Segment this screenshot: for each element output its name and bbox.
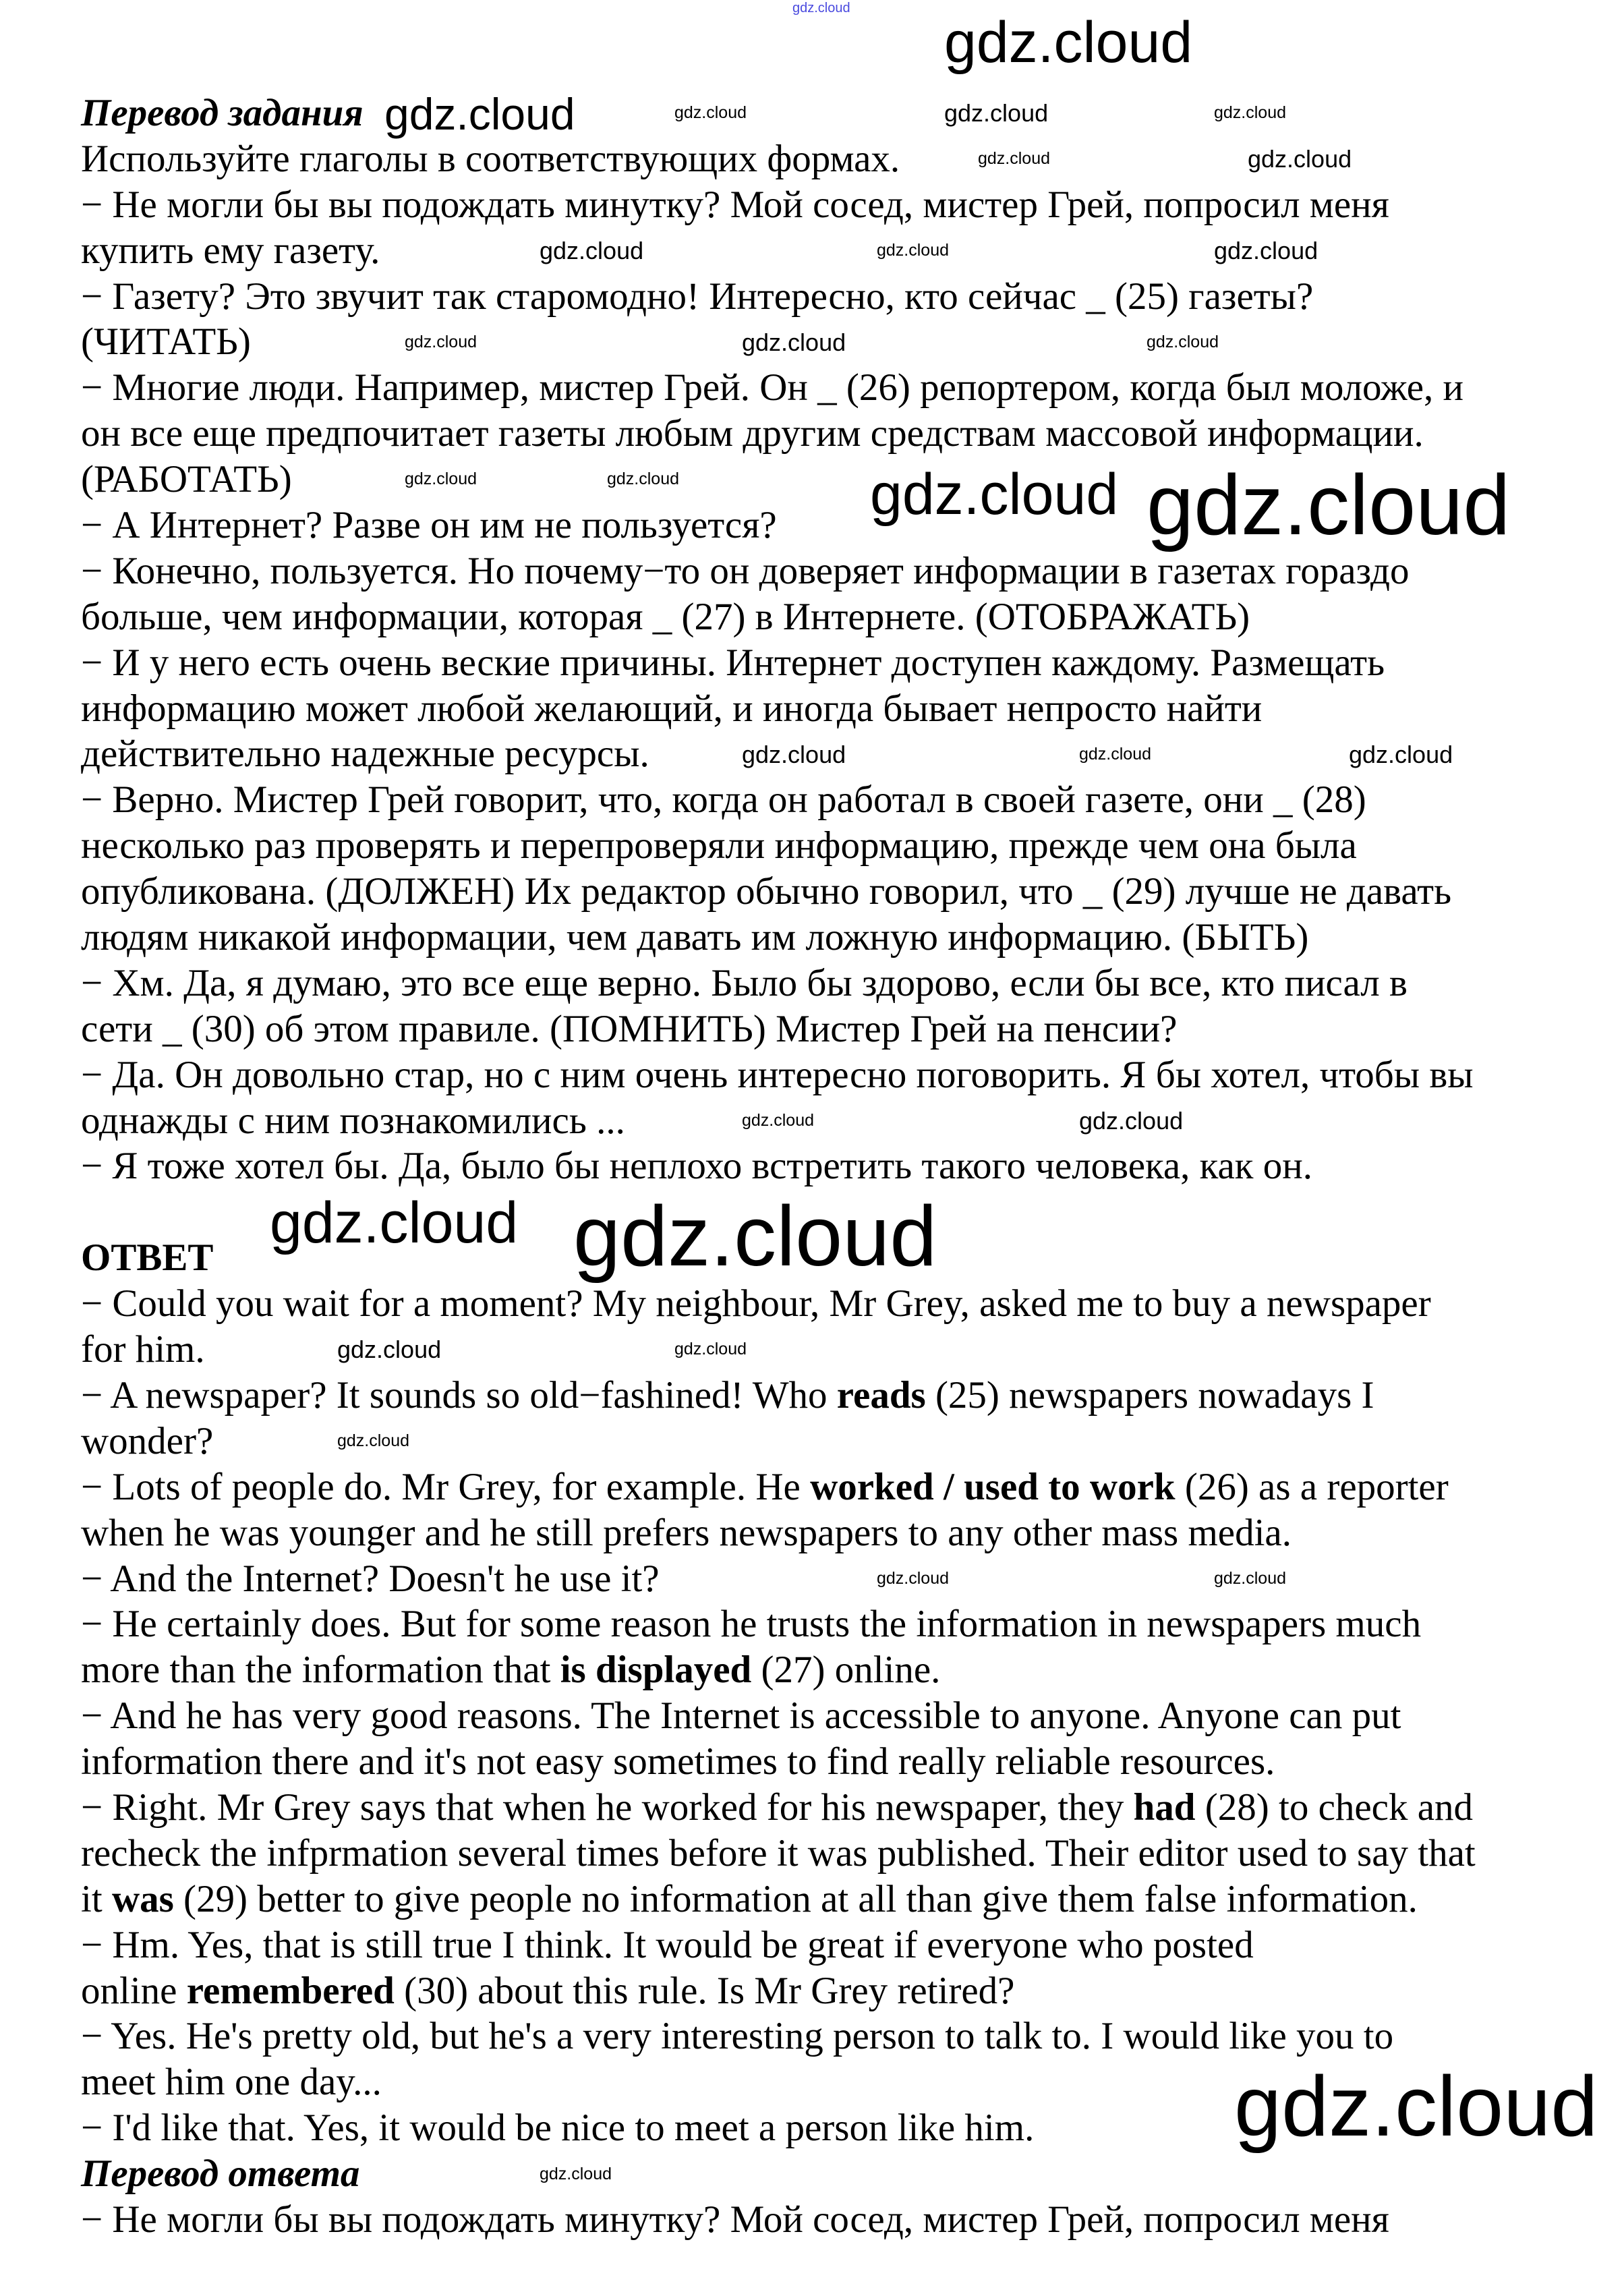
watermark: gdz.cloud (384, 89, 575, 139)
task-translation-text (81, 136, 1585, 1189)
watermark: gdz.cloud (792, 1, 850, 16)
watermark: gdz.cloud (944, 10, 1193, 75)
text-line: он все еще предпочитает газеты любым другим средствам массовой информации. (81, 412, 1424, 455)
watermark: gdz.cloud (877, 1569, 950, 1588)
watermark: gdz.cloud (1147, 457, 1511, 552)
text-line: людям никакой информации, чем давать им ложную информацию. (БЫТЬ) (81, 916, 1309, 959)
answer-line (81, 1877, 1585, 1922)
watermark: gdz.cloud (1349, 741, 1453, 768)
text-line: информацию может любой желающий, и иногда бывает непросто найти (81, 687, 1263, 730)
text-line: − А Интернет? Разве он им не пользуется? (81, 504, 777, 547)
watermark: gdz.cloud (674, 103, 747, 122)
text-line: − Да. Он довольно стар, но с ним очень интересно поговорить. Я бы хотел, чтобы вы (81, 1053, 1474, 1096)
document-body (81, 90, 1585, 2243)
answer-line (81, 1968, 1585, 2014)
answer-line (81, 1419, 1585, 1464)
answer-line (81, 1281, 1585, 1327)
text-segment: − And he has very good reasons. The Internet is accessible to anyone. Anyone can put (81, 1694, 1401, 1738)
text-line: (ЧИТАТЬ) (81, 320, 251, 364)
text-line: Используйте глаголы в соответствующих формах. (81, 137, 900, 180)
answer-line (81, 1647, 1585, 1693)
text-line: − И у него есть очень веские причины. Интернет доступен каждому. Размещать (81, 641, 1385, 684)
answer-line (81, 1556, 1585, 1602)
text-line: − Я тоже хотел бы. Да, было бы неплохо встретить такого человека, как он. (81, 1145, 1313, 1188)
answer-verb: remembered (186, 1969, 395, 2012)
watermark: gdz.cloud (270, 1191, 519, 1255)
text-segment: information there and it's not easy sometimes to find really reliable resources. (81, 1740, 1275, 1783)
text-line: опубликована. (ДОЛЖЕН) Их редактор обычно говорил, что _ (29) лучше не давать (81, 870, 1452, 913)
answer-line (81, 1831, 1585, 1877)
answer-verb: worked / used to work (810, 1465, 1176, 1508)
answer-translation-heading: Перевод ответа (81, 2152, 360, 2196)
watermark: gdz.cloud (540, 2165, 612, 2183)
watermark: gdz.cloud (405, 333, 477, 351)
text-line: − Верно. Мистер Грей говорит, что, когда он работал в своей газете, они _ (28) (81, 778, 1366, 822)
watermark: gdz.cloud (742, 741, 846, 768)
answer-verb: is displayed (560, 1649, 752, 1692)
text-segment: − Could you wait for a moment? My neighbour, Mr Grey, asked me to buy a newspaper (81, 1282, 1431, 1325)
watermark: gdz.cloud (405, 469, 477, 488)
watermark: gdz.cloud (1147, 333, 1219, 351)
answer-verb: reads (836, 1373, 926, 1416)
answer-line (81, 1510, 1585, 1556)
watermark: gdz.cloud (1214, 237, 1318, 264)
text-segment: − Lots of people do. Mr Grey, for example. He (81, 1465, 811, 1508)
answer-heading: ОТВЕТ (81, 1236, 214, 1280)
text-line: несколько раз проверять и перепроверяли информацию, прежде чем она была (81, 824, 1357, 867)
text-segment: online (81, 1969, 187, 2012)
watermark: gdz.cloud (1248, 145, 1352, 173)
text-segment: − Yes. He's pretty old, but he's a very interesting person to talk to. I would like you to (81, 2015, 1394, 2058)
watermark: gdz.cloud (1079, 1107, 1184, 1135)
text-line: − Не могли бы вы подождать минутку? Мой сосед, мистер Грей, попросил меня (81, 2198, 1389, 2241)
answer-verb: was (111, 1877, 174, 1920)
text-line: однажды с ним познакомились ... (81, 1099, 625, 1142)
watermark: gdz.cloud (337, 1431, 410, 1450)
watermark: gdz.cloud (607, 469, 680, 488)
text-line: − Конечно, пользуется. Но почему−то он доверяет информации в газетах гораздо (81, 549, 1410, 592)
watermark: gdz.cloud (337, 1336, 442, 1363)
text-segment: more than the information that (81, 1649, 560, 1692)
answer-line (81, 1739, 1585, 1785)
watermark: gdz.cloud (978, 149, 1051, 168)
text-segment: − I'd like that. Yes, it would be nice to meet a person like him. (81, 2107, 1035, 2150)
watermark: gdz.cloud (1214, 1569, 1287, 1588)
watermark: gdz.cloud (742, 328, 846, 356)
watermark: gdz.cloud (573, 1189, 937, 1284)
answer-line (81, 1922, 1585, 1968)
text-segment: − He certainly does. But for some reason he trusts the information in newspapers much (81, 1603, 1422, 1646)
text-line: − Многие люди. Например, мистер Грей. Он _ (26) репортером, когда был моложе, и (81, 366, 1464, 409)
watermark: gdz.cloud (674, 1340, 747, 1358)
watermark: gdz.cloud (1234, 2059, 1598, 2154)
watermark: gdz.cloud (944, 99, 1049, 127)
task-translation-heading: Перевод задания (81, 92, 364, 134)
text-segment: wonder? (81, 1419, 214, 1462)
text-segment: (29) better to give people no information at all than give them false information. (173, 1877, 1418, 1920)
text-line: действительно надежные ресурсы. (81, 733, 649, 776)
text-line: − Хм. Да, я думаю, это все еще верно. Было бы здорово, если бы все, кто писал в (81, 961, 1408, 1004)
text-segment: − Right. Mr Grey says that when he worked for his newspaper, they (81, 1785, 1134, 1829)
text-segment: meet him one day... (81, 2061, 382, 2104)
text-line: сети _ (30) об этом правиле. (ПОМНИТЬ) Мистер Грей на пенсии? (81, 1007, 1178, 1050)
answer-text (81, 1281, 1585, 2151)
answer-line (81, 1327, 1585, 1373)
text-line: больше, чем информации, которая _ (27) в Интернете. (ОТОБРАЖАТЬ) (81, 595, 1250, 638)
text-line: − Газету? Это звучит так старомодно! Интересно, кто сейчас _ (25) газеты? (81, 275, 1314, 318)
text-segment: for him. (81, 1328, 205, 1371)
watermark: gdz.cloud (1214, 103, 1287, 122)
text-line: купить ему газету. (81, 229, 380, 272)
text-segment: when he was younger and he still prefers newspapers to any other mass media. (81, 1511, 1292, 1554)
text-segment: (26) as a reporter (1175, 1465, 1449, 1508)
text-segment: − And the Internet? Doesn't he use it? (81, 1557, 660, 1600)
watermark: gdz.cloud (540, 237, 644, 264)
text-segment: (28) to check and (1195, 1785, 1474, 1829)
answer-line (81, 1373, 1585, 1419)
text-line: − Не могли бы вы подождать минутку? Мой сосед, мистер Грей, попросил меня (81, 183, 1389, 226)
watermark: gdz.cloud (742, 1111, 815, 1130)
answer-verb: had (1133, 1785, 1196, 1829)
answer-line (81, 1693, 1585, 1739)
text-segment: (27) online. (751, 1649, 941, 1692)
answer-line (81, 2013, 1585, 2059)
answer-line (81, 1464, 1585, 1510)
text-segment: − Hm. Yes, that is still true I think. It would be great if everyone who posted (81, 1923, 1254, 1966)
text-segment: it (81, 1877, 112, 1920)
text-segment: (25) newspapers nowadays I (925, 1373, 1374, 1416)
answer-line (81, 1601, 1585, 1647)
answer-line (81, 1785, 1585, 1831)
watermark: gdz.cloud (877, 241, 950, 260)
watermark: gdz.cloud (1079, 745, 1152, 764)
answer-translation-text (81, 2197, 1585, 2243)
text-line: (РАБОТАТЬ) (81, 458, 292, 501)
text-segment: recheck the infprmation several times before it was published. Their editor used to say that (81, 1831, 1476, 1874)
watermark: gdz.cloud (870, 462, 1119, 527)
text-segment: (30) about this rule. Is Mr Grey retired? (394, 1969, 1015, 2012)
text-segment: − A newspaper? It sounds so old−fashined! Who (81, 1373, 837, 1416)
